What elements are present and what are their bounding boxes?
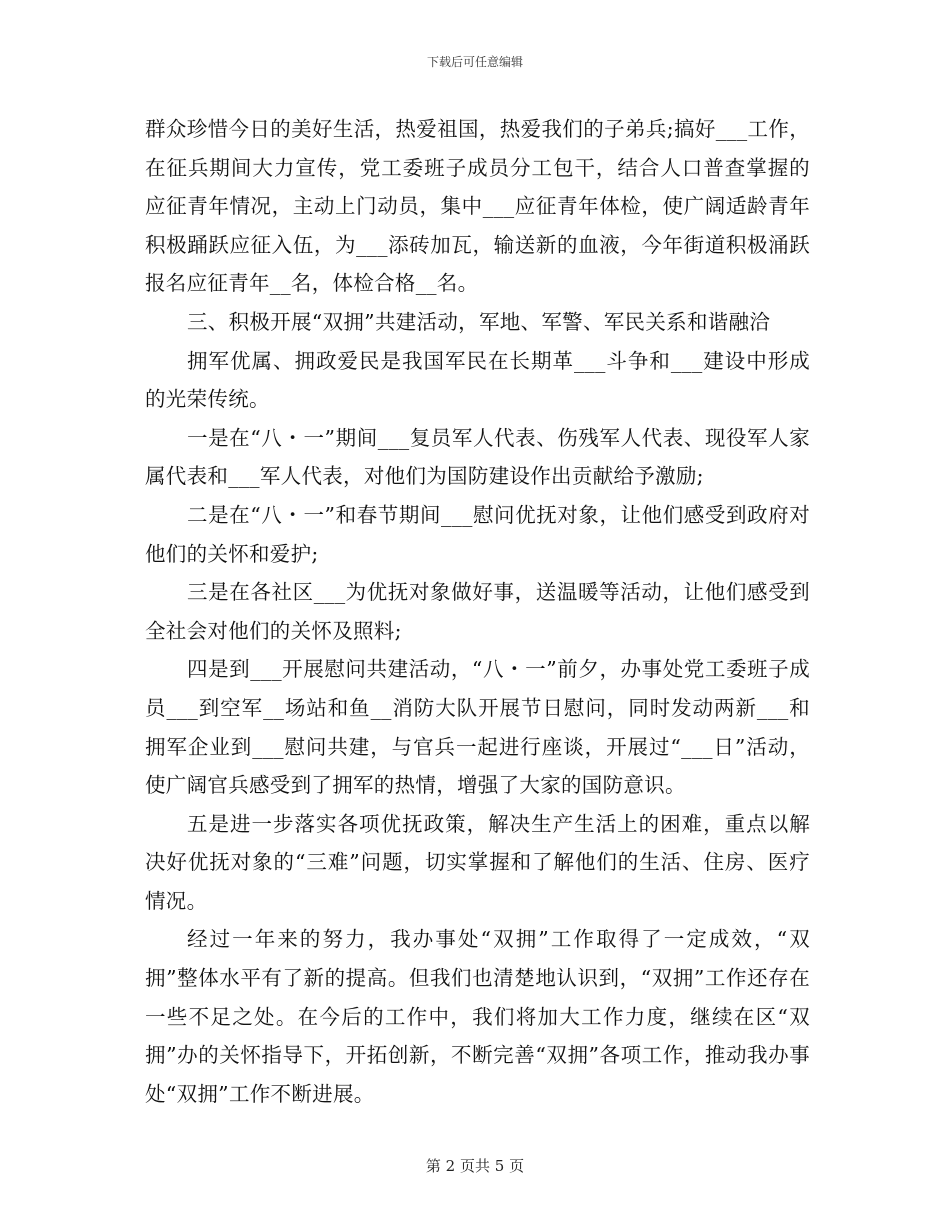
page-footer: 第 2 页共 5 页	[425, 1157, 525, 1175]
document-body	[145, 110, 810, 1113]
paragraph-4: 一是在“八・一”期间___复员军人代表、伤残军人代表、现役军人家属代表和___军人代表，对他们为国防建设作出贡献给予激励;	[145, 425, 810, 489]
paragraph-3: 拥军优属、拥政爱民是我国军民在长期革___斗争和___建设中形成的光荣传统。	[145, 348, 810, 412]
paragraph-5: 二是在“八・一”和春节期间___慰问优抚对象，让他们感受到政府对他们的关怀和爱护;	[145, 502, 810, 566]
section-heading: 三、积极开展“双拥”共建活动，军地、军警、军民关系和谐融洽	[187, 309, 771, 334]
paragraph-8: 五是进一步落实各项优抚政策，解决生产生活上的困难，重点以解决好优抚对象的“三难”问题，切实掌握和了解他们的生活、住房、医疗情况。	[145, 811, 810, 913]
paragraph-1: 群众珍惜今日的美好生活，热爱祖国，热爱我们的子弟兵;搞好___工作，在征兵期间大力宣传，党工委班子成员分工包干，结合人口普查掌握的应征青年情况，主动上门动员，集中___应征青年体检，使广阔适龄青年积极踊跃应征入伍，为___添砖加瓦，输送新的血液，今年街道积极涌跃报名应征青年__名，体检合格__名。	[145, 117, 810, 296]
paragraph-7: 四是到___开展慰问共建活动，“八・一”前夕，办事处党工委班子成员___到空军__场站和鱼__消防大队开展节日慰问，同时发动两新___和拥军企业到___慰问共建，与官兵一起进行座谈，开展过“___日”活动，使广阔官兵感受到了拥军的热情，增强了大家的国防意识。	[145, 657, 810, 798]
paragraph-9: 经过一年来的努力，我办事处“双拥”工作取得了一定成效，“双拥”整体水平有了新的提高。但我们也清楚地认识到，“双拥”工作还存在一些不足之处。在今后的工作中，我们将加大工作力度，继续在区“双拥”办的关怀指导下，开拓创新，不断完善“双拥”各项工作，推动我办事处“双拥”工作不断进展。	[145, 927, 810, 1106]
page-header: 下载后可任意编辑	[426, 55, 523, 69]
paragraph-6: 三是在各社区___为优抚对象做好事，送温暖等活动，让他们感受到全社会对他们的关怀及照料;	[145, 580, 810, 643]
